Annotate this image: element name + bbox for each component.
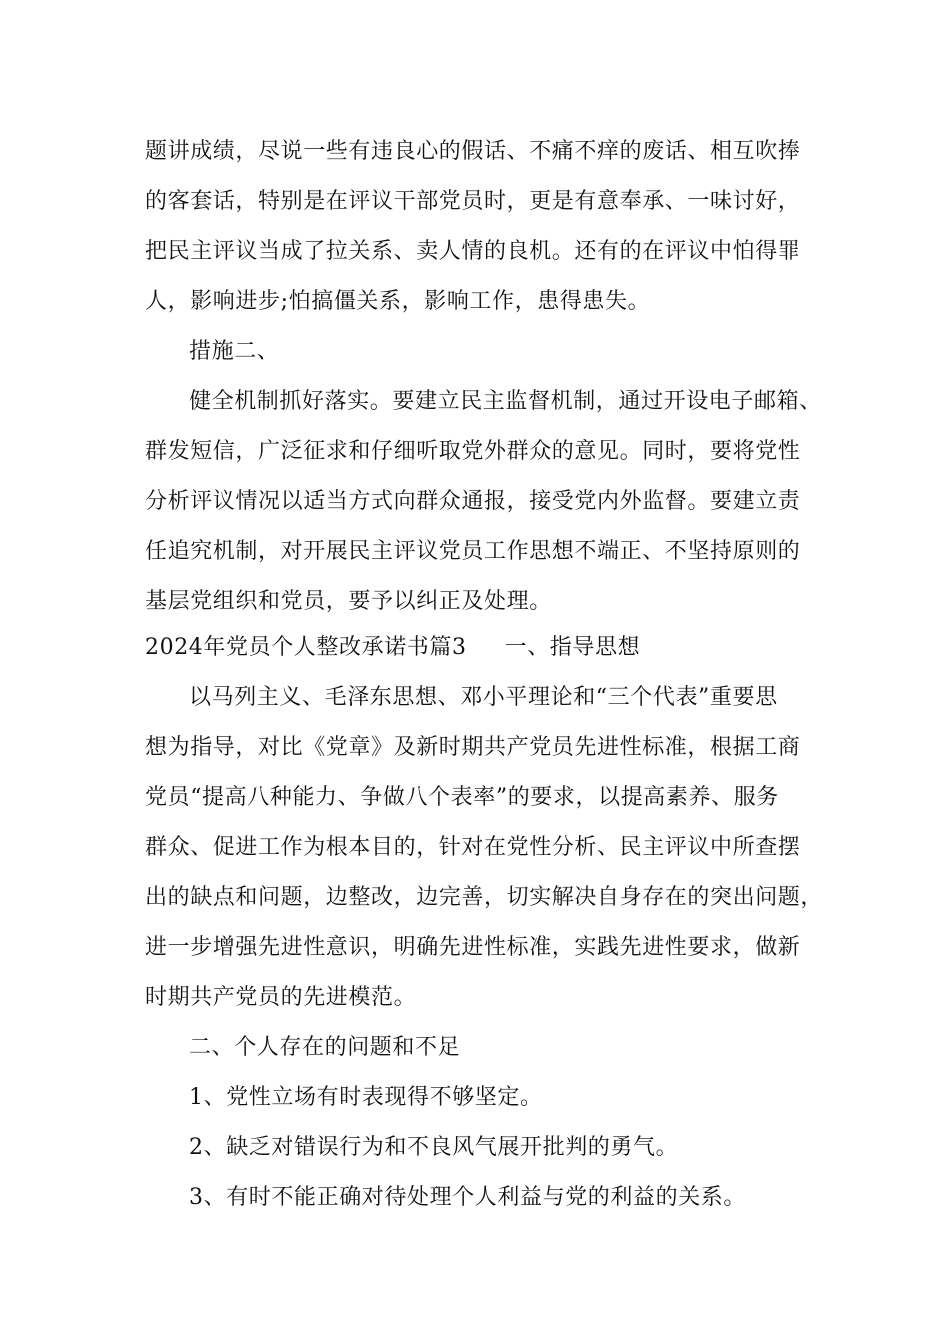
paragraph-line: 出的缺点和问题，边整改，边完善，切实解决自身存在的突出问题， [145, 885, 824, 910]
paragraph-line: 人，影响进步;怕搞僵关系，影响工作，患得患失。 [145, 289, 651, 314]
paragraph-line: 党员“提高八种能力、争做八个表率”的要求，以提高素养、服务 [145, 785, 779, 810]
measure-heading: 措施二、 [189, 339, 280, 364]
section-heading-row [145, 623, 835, 673]
paragraph-line: 分析评议情况以适当方式向群众通报，接受党内外监督。要建立责 [145, 489, 801, 514]
paragraph-line: 基层党组织和党员，要予以纠正及处理。 [145, 589, 552, 614]
list-item: 2、缺乏对错误行为和不良风气展开批判的勇气。 [189, 1135, 679, 1160]
paragraph-line: 把民主评议当成了拉关系、卖人情的良机。还有的在评议中怕得罪 [145, 239, 801, 264]
section-subtitle: 一、指导思想 [504, 635, 641, 660]
paragraph-line: 进一步增强先进性意识，明确先进性标准，实践先进性要求，做新 [145, 935, 801, 960]
paragraph-line: 以马列主义、毛泽东思想、邓小平理论和“三个代表”重要思 [189, 685, 778, 710]
paragraph-line: 群发短信，广泛征求和仔细听取党外群众的意见。同时，要将党性 [145, 439, 801, 464]
text-block-upper [145, 127, 835, 627]
paragraph-line: 的客套话，特别是在评议干部党员时，更是有意奉承、一味讨好， [145, 189, 801, 214]
text-block-lower [145, 673, 835, 1223]
paragraph-line: 想为指导，对比《党章》及新时期共产党员先进性标准，根据工商 [145, 735, 801, 760]
subsection-heading: 二、个人存在的问题和不足 [189, 1035, 461, 1060]
section-heading [145, 623, 835, 673]
list-item: 3、有时不能正确对待处理个人利益与党的利益的关系。 [189, 1185, 746, 1210]
paragraph-line: 题讲成绩，尽说一些有违良心的假话、不痛不痒的废话、相互吹捧 [145, 139, 801, 164]
section-title: 2024年党员个人整改承诺书篇3 [145, 635, 467, 660]
paragraph-line: 群众、促进工作为根本目的，针对在党性分析、民主评议中所查摆 [145, 835, 801, 860]
paragraph-line: 健全机制抓好落实。要建立民主监督机制，通过开设电子邮箱、 [189, 389, 822, 414]
list-item: 1、党性立场有时表现得不够坚定。 [189, 1085, 543, 1110]
paragraph-line: 时期共产党员的先进模范。 [145, 985, 417, 1010]
paragraph-line: 任追究机制，对开展民主评议党员工作思想不端正、不坚持原则的 [145, 539, 801, 564]
